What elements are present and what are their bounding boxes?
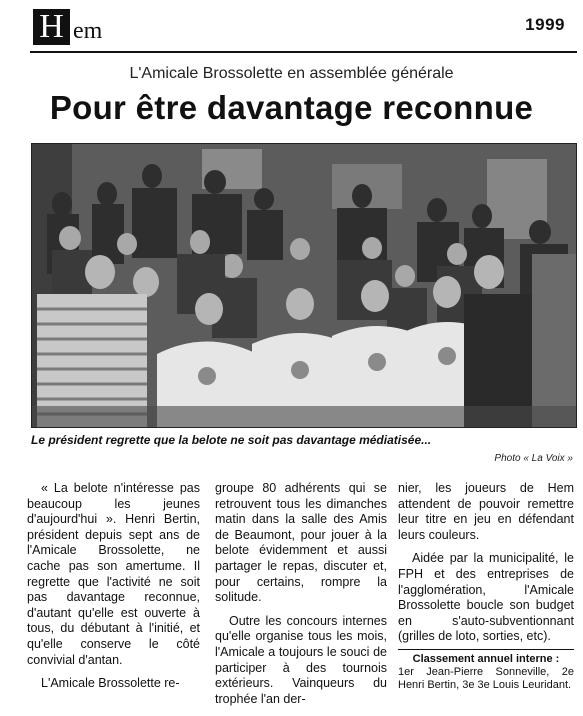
article-paragraph: nier, les joueurs de Hem attendent de pouvoir remettre leur titre en jeu en défendant leurs couleurs. bbox=[398, 481, 574, 542]
town-logo-text: em bbox=[73, 18, 103, 44]
ranking-title: Classement annuel interne : bbox=[412, 652, 560, 665]
town-logo-initial: H bbox=[33, 9, 70, 45]
article-paragraph: L'Amicale Brossolette re- bbox=[41, 676, 180, 691]
year-label: 1999 bbox=[525, 15, 565, 34]
photo-credit: Photo « La Voix » bbox=[494, 453, 573, 464]
header-divider bbox=[30, 51, 577, 53]
article-headline: Pour être davantage reconnue bbox=[49, 89, 534, 126]
article-kicker: L'Amicale Brossolette en assemblée générale bbox=[129, 65, 454, 82]
article-column-3 bbox=[398, 481, 574, 692]
article-paragraph: Aidée par la municipalité, le FPH et des entreprises de l'agglomération, l'Amicale Brossolette boucle son budget en s'auto-subventionnant (grilles de loto, sorties, etc). bbox=[398, 551, 574, 644]
ranking-third: 3e 3e Louis Leuridant. bbox=[462, 678, 572, 691]
page-header bbox=[0, 0, 583, 56]
article-paragraph: Outre les concours internes qu'elle organise tous les mois, l'Amicale a toujours le souci de participer à des tournois extérieurs. Vainqueurs du trophée l'an der- bbox=[215, 613, 387, 706]
article-paragraph: groupe 80 adhérents qui se retrouvent tous les dimanches matin dans la salle des Amis de Beaumont, pour jouer à la belote évidemment et aussi partager le repas, discuter et, pour certains, rompre la solitude. bbox=[215, 481, 387, 605]
ranking-first: 1er Jean-Pierre Sonneville, bbox=[398, 665, 550, 678]
article-column-1 bbox=[27, 481, 200, 692]
photo-caption: Le président regrette que la belote ne soit pas davantage médiatisée... bbox=[31, 433, 432, 447]
group-photo bbox=[31, 143, 577, 428]
article-paragraph: « La belote n'intéresse pas beaucoup les jeunes d'aujourd'hui ». Henri Bertin, président depuis sept ans de l'Amicale Brossolette, ne cache pas son amertume. Il regrette que l'activité ne soit pas davantage reconnue, d'autant qu'elle est ouverte à tous, du débutant à l'initié, et qu'elle conserve le côté convivial d'antan. bbox=[27, 481, 200, 667]
article-column-2 bbox=[215, 481, 387, 707]
ranking-box bbox=[398, 649, 574, 692]
ranking-list bbox=[398, 666, 574, 692]
ranking-second: 2e Henri Bertin, bbox=[398, 665, 574, 691]
group-photo-illustration bbox=[32, 144, 576, 427]
